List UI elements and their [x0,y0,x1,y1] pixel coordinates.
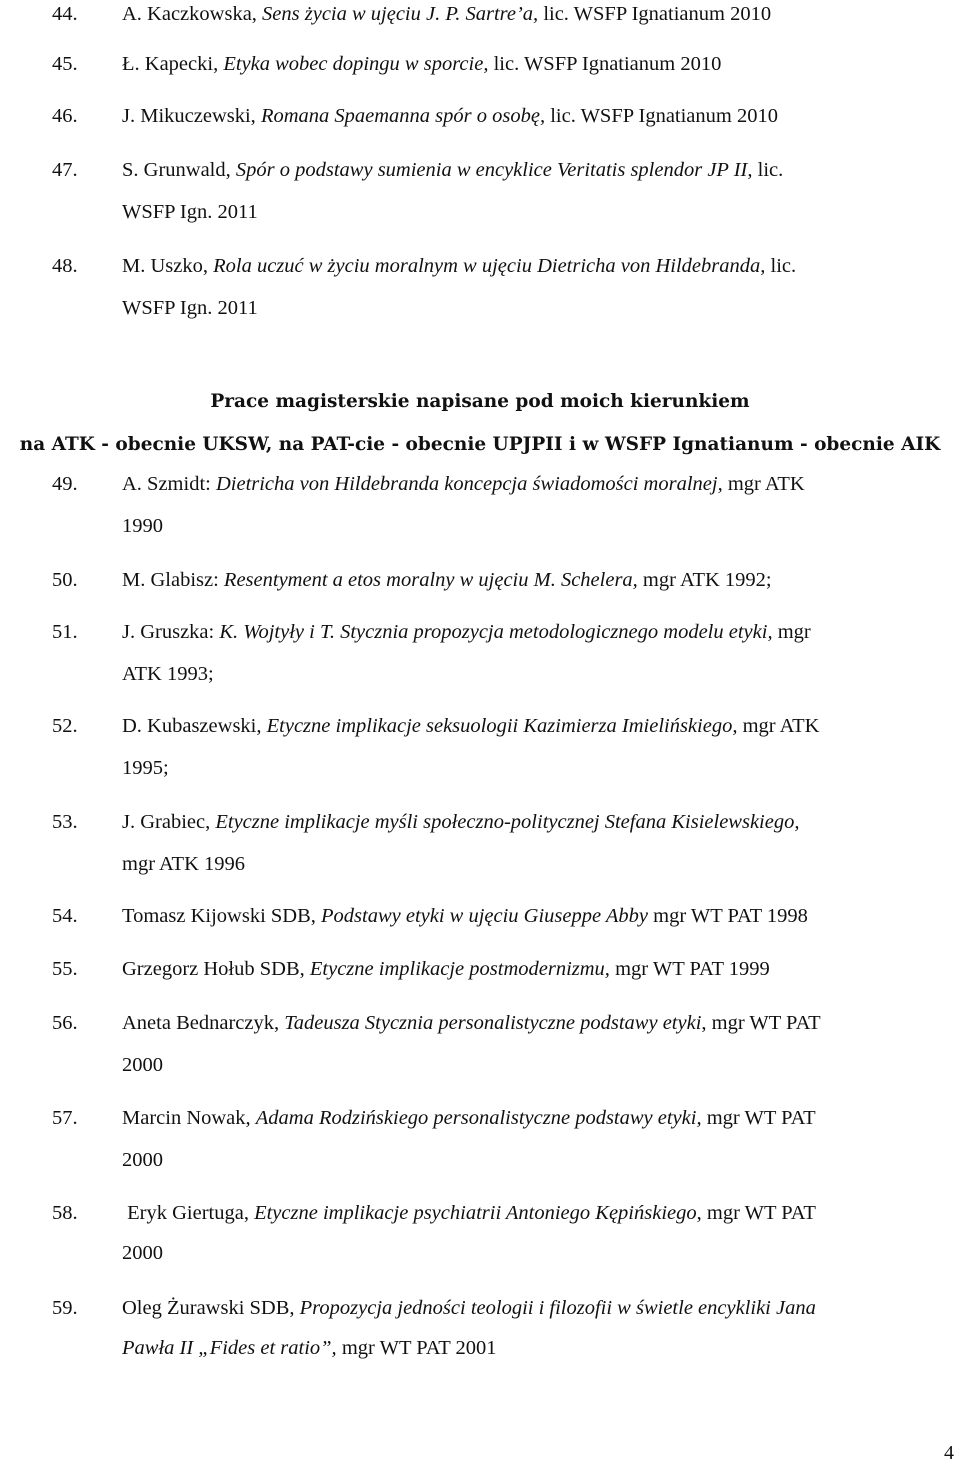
section-subheading: na ATK - obecnie UKSW, na PAT-cie - obecnie UPJPII i w WSFP Ignatianum - obecnie AIK [19,434,941,455]
thesis-title: Resentyment a etos moralny w ujęciu M. Schelera, [223,569,638,591]
degree-info-cont: 1990 [122,515,163,537]
author: Oleg Żurawski SDB, [122,1297,300,1319]
item-number: 58. [52,1202,78,1224]
author: Tomasz Kijowski SDB, [122,905,322,927]
thesis-title: Adama Rodzińskiego personalistyczne podstawy etyki, [255,1107,702,1129]
degree-info-cont: ATK 1993; [122,663,214,685]
item-number: 55. [52,958,78,980]
degree-info: lic. [765,255,797,277]
item-number: 45. [52,53,78,75]
author: M. Glabisz: [122,569,224,591]
author: Marcin Nowak, [122,1107,256,1129]
thesis-title: Propozycja jedności teologii i filozofii w świetle encykliki Jana [299,1297,816,1319]
degree-info: lic. WSFP Ignatianum 2010 [488,53,722,75]
thesis-title: Etyczne implikacje psychiatrii Antoniego Kępińskiego [254,1202,697,1224]
author: D. Kubaszewski, [122,715,267,737]
section-heading: Prace magisterskie napisane pod moich kierunkiem [210,391,750,412]
item-number: 50. [52,569,78,591]
degree-info-cont: WSFP Ign. 2011 [122,297,258,319]
item-number: 49. [52,473,78,495]
degree-info: mgr WT PAT [701,1107,816,1129]
degree-info: mgr ATK [722,473,805,495]
author: J. Gruszka: [122,621,220,643]
degree-info-cont: 2000 [122,1149,163,1171]
item-number: 52. [52,715,78,737]
author: A. Kaczkowska, [122,3,263,25]
degree-info-cont: WSFP Ign. 2011 [122,201,258,223]
degree-info: , mgr WT PAT [696,1202,816,1224]
author: M. Uszko, [122,255,214,277]
item-number: 59. [52,1297,78,1319]
item-number: 56. [52,1012,78,1034]
author: J. Mikuczewski, [122,105,261,127]
author: A. Szmidt: [122,473,216,495]
author: Aneta Bednarczyk, [122,1012,285,1034]
thesis-title: Dietricha von Hildebranda koncepcja świadomości moralnej, [215,473,723,495]
author: Ł. Kapecki, [122,53,224,75]
degree-info: mgr ATK 1992; [637,569,772,591]
degree-info-cont: 1995; [122,757,169,779]
item-number: 47. [52,159,78,181]
item-number: 46. [52,105,78,127]
item-number: 57. [52,1107,78,1129]
degree-info: mgr WT PAT 2001 [336,1337,497,1359]
thesis-title: Romana Spaemanna spór o osobę, [260,105,546,127]
thesis-title: Spór o podstawy sumienia w encyklice Veritatis splendor JP II, [235,159,753,181]
thesis-title: Rola uczuć w życiu moralnym w ujęciu Dietricha von Hildebranda, [213,255,766,277]
degree-info: lic. WSFP Ignatianum 2010 [545,105,778,127]
thesis-title: Etyczne implikacje seksuologii Kazimierza Imielińskiego, [266,715,738,737]
degree-info-cont: 2000 [122,1054,163,1076]
degree-info-cont: mgr ATK 1996 [122,853,245,875]
degree-info: lic. WSFP Ignatianum 2010 [538,3,772,25]
thesis-title-cont: Pawła II „Fides et ratio”, [122,1337,337,1359]
thesis-title: Etyka wobec dopingu w sporcie, [223,53,489,75]
degree-info: mgr WT PAT 1999 [609,958,770,980]
degree-info: mgr ATK [737,715,820,737]
degree-info-cont: 2000 [122,1242,163,1264]
thesis-title: Podstawy etyki w ujęciu Giuseppe Abby [321,905,648,927]
author: Eryk Giertuga, [122,1202,255,1224]
item-number: 44. [52,3,78,25]
thesis-title: K. Wojtyły i T. Stycznia propozycja metodologicznego modelu etyki, [219,621,773,643]
author: J. Grabiec, [122,811,216,833]
degree-info: mgr WT PAT 1998 [648,905,808,927]
degree-info: , mgr WT PAT [701,1012,821,1034]
degree-info: lic. [752,159,784,181]
page-number: 4 [944,1442,954,1464]
thesis-title: Etyczne implikacje myśli społeczno-politycznej Stefana Kisielewskiego, [215,811,800,833]
item-number: 54. [52,905,78,927]
thesis-title: Etyczne implikacje postmodernizmu, [309,958,610,980]
thesis-title: Sens życia w ujęciu J. P. Sartre’a, [262,3,539,25]
thesis-title: Tadeusza Stycznia personalistyczne podstawy etyki [284,1012,702,1034]
item-number: 53. [52,811,78,833]
item-number: 51. [52,621,78,643]
author: S. Grunwald, [122,159,236,181]
author: Grzegorz Hołub SDB, [122,958,310,980]
item-number: 48. [52,255,78,277]
degree-info: mgr [772,621,811,643]
